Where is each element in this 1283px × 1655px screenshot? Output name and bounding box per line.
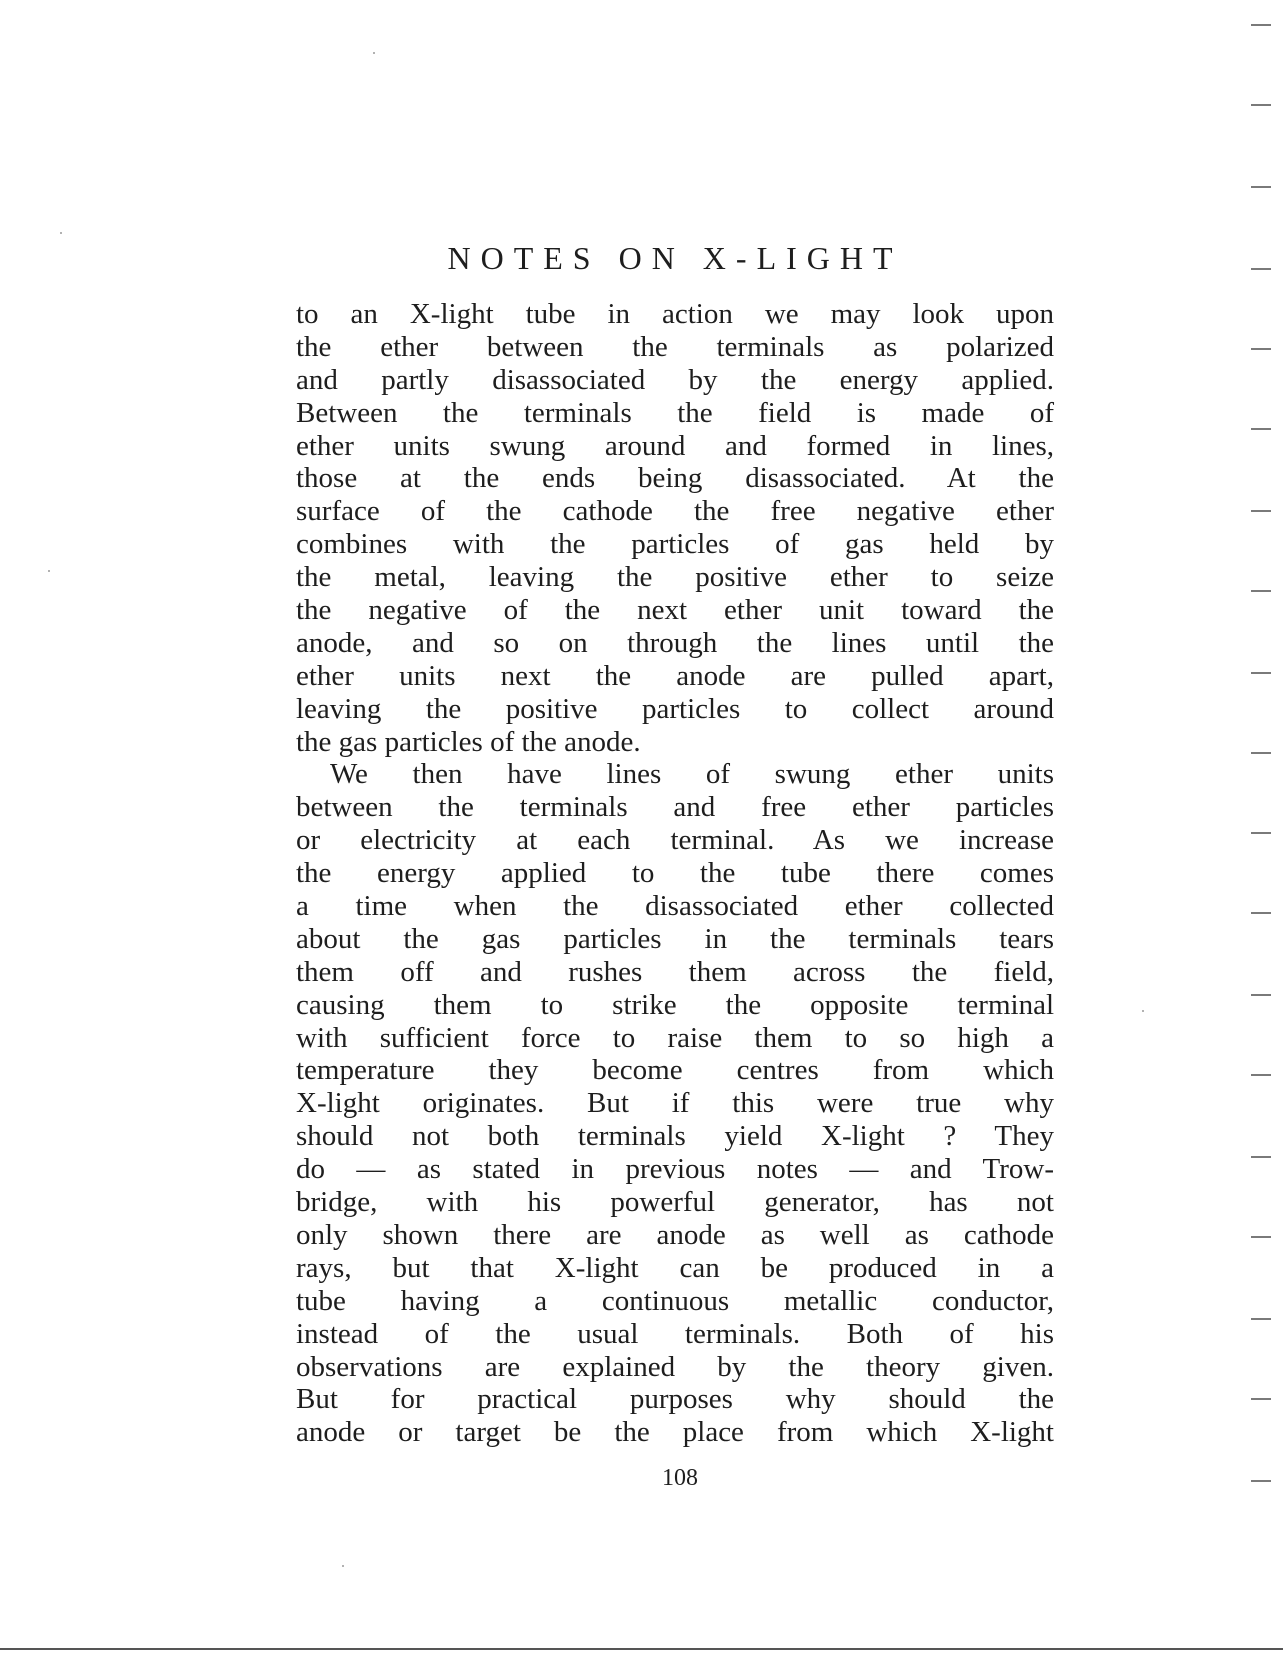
margin-tick bbox=[1251, 832, 1271, 834]
text-line: with sufficient force to raise them to so high a bbox=[296, 1021, 1054, 1054]
scan-speck bbox=[342, 1565, 344, 1567]
scan-speck bbox=[1142, 1010, 1144, 1012]
margin-tick bbox=[1251, 1236, 1271, 1238]
margin-tick bbox=[1251, 912, 1271, 914]
text-line: only shown there are anode as well as cathode bbox=[296, 1218, 1054, 1251]
text-line: a time when the disassociated ether collected bbox=[296, 890, 1054, 923]
text-line: between the terminals and free ether particles bbox=[296, 791, 1054, 824]
text-line: them off and rushes them across the field, bbox=[296, 955, 1054, 988]
scan-margin-ticks bbox=[1223, 0, 1283, 1655]
margin-tick bbox=[1251, 1398, 1271, 1400]
text-line: surface of the cathode the free negative ether bbox=[296, 495, 1054, 528]
margin-tick bbox=[1251, 104, 1271, 106]
scan-speck bbox=[60, 232, 62, 234]
text-line: to an X-light tube in action we may look upon bbox=[296, 298, 1054, 330]
margin-tick bbox=[1251, 268, 1271, 270]
text-line: and partly disassociated by the energy applied. bbox=[296, 363, 1054, 396]
margin-tick bbox=[1251, 994, 1271, 996]
text-line: anode or target be the place from which X-light bbox=[296, 1416, 1054, 1449]
margin-tick bbox=[1251, 1156, 1271, 1158]
text-line: combines with the particles of gas held by bbox=[296, 528, 1054, 561]
margin-tick bbox=[1251, 186, 1271, 188]
text-line: instead of the usual terminals. Both of his bbox=[296, 1317, 1054, 1350]
text-line: observations are explained by the theory given. bbox=[296, 1350, 1054, 1383]
margin-tick bbox=[1251, 348, 1271, 350]
page-number: 108 bbox=[662, 1465, 698, 1491]
margin-tick bbox=[1251, 752, 1271, 754]
margin-tick bbox=[1251, 428, 1271, 430]
text-line: X-light originates. But if this were true why bbox=[296, 1087, 1054, 1120]
text-line: leaving the positive particles to collect around bbox=[296, 692, 1054, 725]
text-line: the energy applied to the tube there comes bbox=[296, 857, 1054, 890]
text-line: rays, but that X-light can be produced in a bbox=[296, 1251, 1054, 1284]
text-line: ether units next the anode are pulled apart, bbox=[296, 659, 1054, 692]
text-line: those at the ends being disassociated. At the bbox=[296, 462, 1054, 495]
text-line: tube having a continuous metallic conductor, bbox=[296, 1284, 1054, 1317]
text-line: the ether between the terminals as polarized bbox=[296, 330, 1054, 363]
text-line: do — as stated in previous notes — and Trow- bbox=[296, 1153, 1054, 1186]
text-line: anode, and so on through the lines until the bbox=[296, 626, 1054, 659]
margin-tick bbox=[1251, 590, 1271, 592]
text-line: should not both terminals yield X-light ? They bbox=[296, 1120, 1054, 1153]
body-text bbox=[296, 298, 1054, 1449]
text-line: or electricity at each terminal. As we increase bbox=[296, 824, 1054, 857]
margin-tick bbox=[1251, 1480, 1271, 1482]
margin-tick bbox=[1251, 510, 1271, 512]
text-line: bridge, with his powerful generator, has not bbox=[296, 1186, 1054, 1219]
margin-tick bbox=[1251, 1074, 1271, 1076]
margin-tick bbox=[1251, 1318, 1271, 1320]
text-line: temperature they become centres from which bbox=[296, 1054, 1054, 1087]
text-line: ether units swung around and formed in lines, bbox=[296, 429, 1054, 462]
running-head: NOTES ON X-LIGHT bbox=[447, 240, 903, 276]
text-line: But for practical purposes why should the bbox=[296, 1383, 1054, 1416]
text-line: causing them to strike the opposite terminal bbox=[296, 988, 1054, 1021]
text-line: We then have lines of swung ether units bbox=[330, 758, 1054, 791]
scan-bottom-edge bbox=[0, 1648, 1283, 1650]
text-line: Between the terminals the field is made of bbox=[296, 396, 1054, 429]
scan-speck bbox=[373, 52, 375, 54]
margin-tick bbox=[1251, 24, 1271, 26]
margin-tick bbox=[1251, 672, 1271, 674]
text-line: the negative of the next ether unit toward the bbox=[296, 594, 1054, 627]
text-line: about the gas particles in the terminals tears bbox=[296, 922, 1054, 955]
text-line: the metal, leaving the positive ether to seize bbox=[296, 561, 1054, 594]
scan-speck bbox=[48, 570, 50, 572]
text-line: the gas particles of the anode. bbox=[296, 725, 641, 758]
